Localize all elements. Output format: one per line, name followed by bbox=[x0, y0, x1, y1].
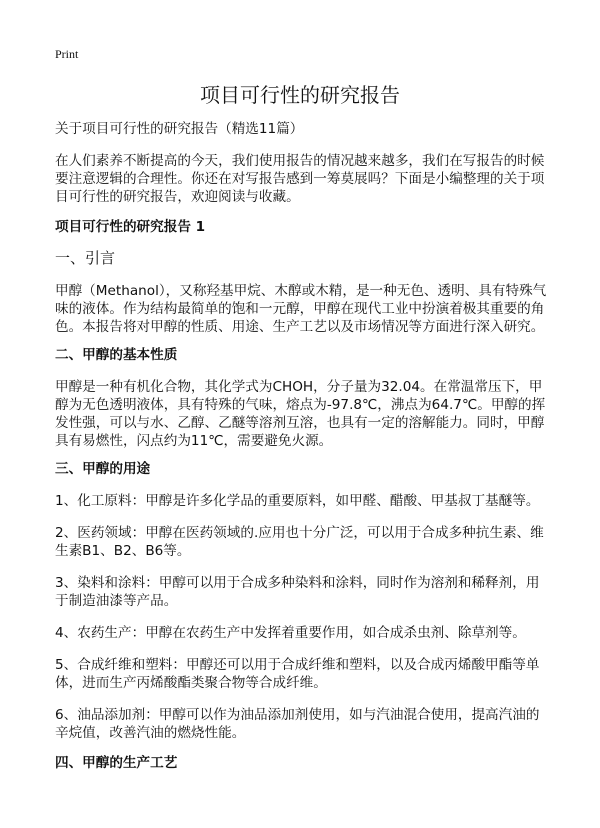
section-heading: 三、甲醇的用途 bbox=[55, 461, 151, 477]
article-heading: 项目可行性的研究报告 1 bbox=[55, 219, 206, 235]
list-item: 6、油品添加剂：甲醇可以作为油品添加剂使用，如与汽油混合使用，提高汽油的辛烷值，改善汽油的燃烧性能。 bbox=[55, 707, 540, 741]
print-link[interactable]: Print bbox=[55, 47, 79, 61]
list-item: 4、农药生产：甲醇在农药生产中发挥着重要作用，如合成杀虫剂、除草剂等。 bbox=[55, 625, 526, 641]
section-heading: 一、引言 bbox=[55, 249, 116, 267]
list-item: 1、化工原料：甲醇是许多化学品的重要原料，如甲醛、醋酸、甲基叔丁基醚等。 bbox=[55, 493, 540, 509]
section-paragraph: 甲醇是一种有机化合物，其化学式为CHOH，分子量为32.04。在常温常压下，甲醇为无色透明液体，具有特殊的气味，熔点为-97.8℃，沸点为64.7℃。甲醇的挥发性强，可以与水、乙醇、乙醚等溶剂互溶，也具有一定的溶解能力。同时，甲醇具有易燃性，闪点约为11℃，需要避免火源。 bbox=[55, 379, 546, 449]
subtitle: 关于项目可行性的研究报告（精选11篇） bbox=[55, 121, 304, 137]
section-heading: 四、甲醇的生产工艺 bbox=[55, 755, 178, 771]
list-item: 2、医药领域：甲醇在医药领域的.应用也十分广泛，可以用于合成多种抗生素、维生素B1、B2、B6等。 bbox=[55, 525, 544, 559]
section-heading: 二、甲醇的基本性质 bbox=[55, 347, 178, 363]
list-item: 5、合成纤维和塑料：甲醇还可以用于合成纤维和塑料，以及合成丙烯酸甲酯等单体，进而生产丙烯酸酯类聚合物等合成纤维。 bbox=[55, 657, 540, 691]
intro-paragraph: 在人们素养不断提高的今天，我们使用报告的情况越来越多，我们在写报告的时候要注意逻辑的合理性。你还在对写报告感到一筹莫展吗？下面是小编整理的关于项目可行性的研究报告，欢迎阅读与收藏。 bbox=[55, 153, 545, 205]
list-item: 3、染料和涂料：甲醇可以用于合成多种染料和涂料，同时作为溶剂和稀释剂，用于制造油漆等产品。 bbox=[55, 575, 540, 609]
section-paragraph: 甲醇（Methanol），又称羟基甲烷、木醇或木精，是一种无色、透明、具有特殊气味的液体。作为结构最简单的饱和一元醇，甲醇在现代工业中扮演着极其重要的角色。本报告将对甲醇的性质、用途、生产工艺以及市场情况等方面进行深入研究。 bbox=[55, 283, 547, 335]
page-title: 项目可行性的研究报告 bbox=[200, 83, 400, 107]
